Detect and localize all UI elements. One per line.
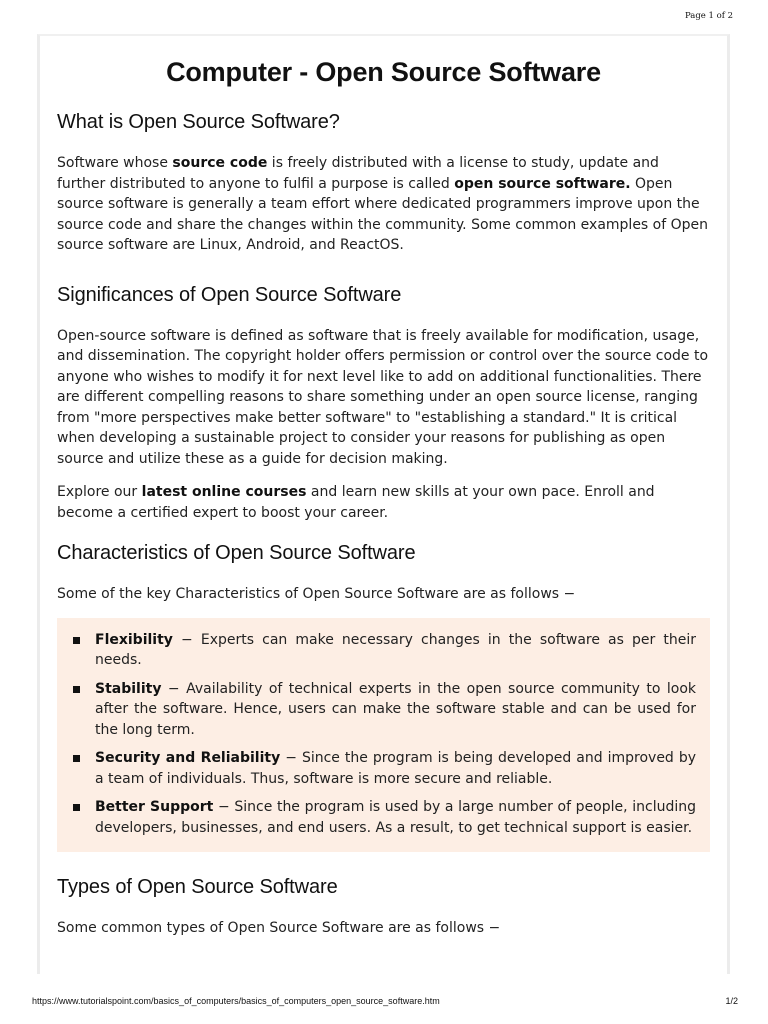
heading-characteristics: Characteristics of Open Source Software bbox=[57, 542, 416, 564]
text-segment: and learn new skills at your own pace. Enroll and become a certified expert to boost your career. bbox=[57, 484, 655, 521]
page-indicator: Page 1 of 2 bbox=[684, 11, 733, 21]
article-container bbox=[37, 34, 730, 974]
square-bullet-icon bbox=[73, 637, 80, 644]
heading-significances: Significances of Open Source Software bbox=[57, 283, 402, 306]
footer-page-number: 1/2 bbox=[725, 996, 738, 1006]
list-item-text bbox=[95, 797, 696, 838]
list-item-text bbox=[95, 679, 696, 741]
square-bullet-icon bbox=[73, 755, 80, 762]
text-segment: is freely distributed with a license to study, update and further distributed to anyone to fulfil a purpose is called bbox=[57, 155, 659, 192]
item-desc: − Experts can make necessary changes in the software as per their needs. bbox=[95, 631, 696, 668]
characteristics-list bbox=[57, 618, 710, 853]
heading-what-is: What is Open Source Software? bbox=[57, 111, 340, 133]
courses-paragraph bbox=[57, 482, 710, 523]
item-desc: − Since the program is used by a large number of people, including developers, businesses, and end users. As a result, to get technical support is easier. bbox=[95, 799, 696, 836]
page-title: Computer - Open Source Software bbox=[166, 57, 601, 87]
square-bullet-icon bbox=[73, 804, 80, 811]
item-term: Better Support bbox=[95, 799, 214, 815]
significance-paragraph: Open-source software is defined as software that is freely available for modification, usage, and dissemination. The copyright holder offers permission or control over the source code to anyone who wishes to modify it for next level like to add on additional functionalities. There are different compelling reasons to share something under an open source license, ranging from "more perspectives make better software" to "establishing a standard." It is critical when developing a sustainable project to consider your reasons for publishing as open source and utilize these as a guide for decision making. bbox=[57, 327, 709, 467]
item-desc: − Since the program is being developed and improved by a team of individuals. Thus, software is more secure and reliable. bbox=[95, 750, 696, 787]
characteristics-intro: Some of the key Characteristics of Open Source Software are as follows − bbox=[57, 586, 576, 602]
bold-open-source-software: open source software. bbox=[454, 175, 631, 192]
heading-types: Types of Open Source Software bbox=[57, 876, 338, 898]
list-item-text bbox=[95, 748, 696, 789]
list-item bbox=[71, 630, 696, 671]
text-segment: Software whose bbox=[57, 155, 173, 171]
item-term: Security and Reliability bbox=[95, 750, 281, 766]
list-item bbox=[71, 797, 696, 838]
footer-url: https://www.tutorialspoint.com/basics_of_computers/basics_of_computers_open_source_software.htm bbox=[32, 996, 440, 1006]
text-segment: Open source software is generally a team effort where dedicated programmers improve upon the source code and share the changes within the community. Some common examples of Open source software are Linux, Android, and ReactOS. bbox=[57, 175, 709, 253]
text-segment: Explore our bbox=[57, 484, 142, 500]
types-intro: Some common types of Open Source Software are as follows − bbox=[57, 920, 501, 936]
what-is-paragraph bbox=[57, 153, 710, 256]
latest-courses-link[interactable]: latest online courses bbox=[141, 484, 307, 500]
list-item bbox=[71, 748, 696, 789]
item-term: Flexibility bbox=[95, 631, 173, 648]
square-bullet-icon bbox=[73, 686, 80, 693]
bold-source-code: source code bbox=[172, 155, 268, 171]
list-item-text bbox=[95, 630, 696, 671]
list-item bbox=[71, 679, 696, 741]
item-term: Stability bbox=[95, 680, 162, 697]
item-desc: − Availability of technical experts in the open source community to look after the software. Hence, users can make the software stable and can be used for the long term. bbox=[95, 680, 696, 738]
